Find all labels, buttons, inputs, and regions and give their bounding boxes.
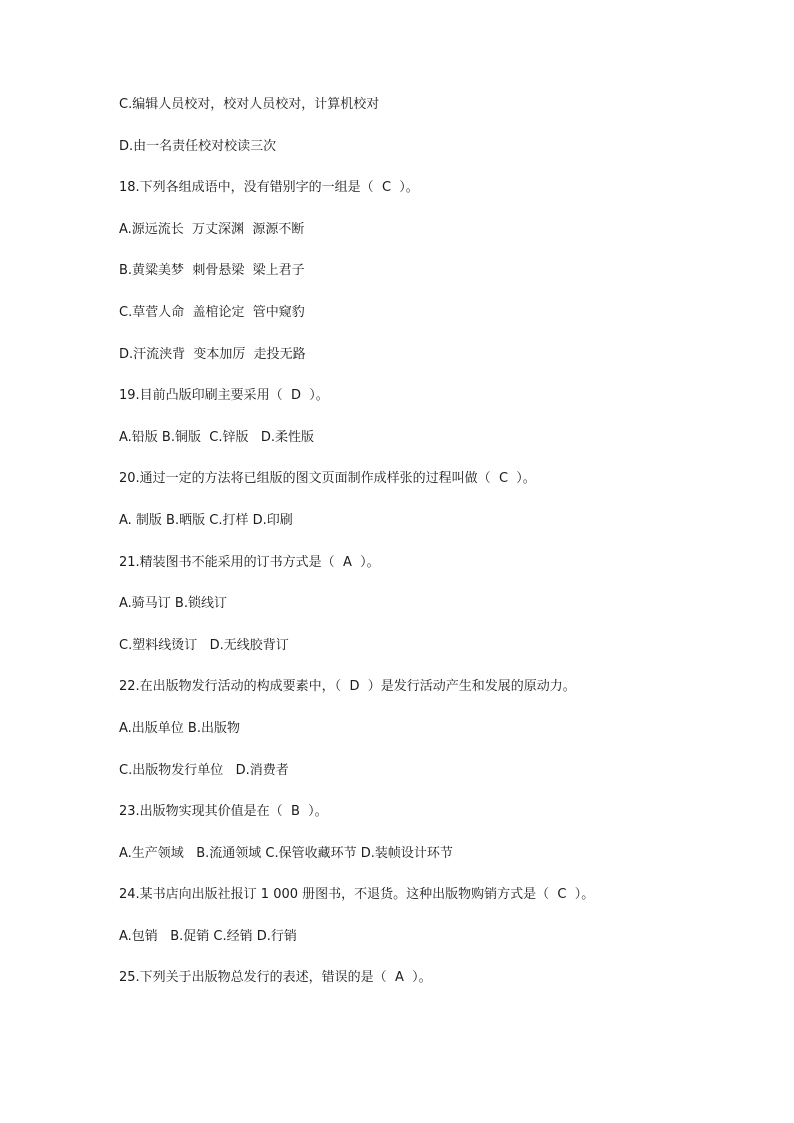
option-d-q17: D.由一名责任校对校读三次 (119, 138, 277, 154)
option-c-q17: C.编辑人员校对，校对人员校对，计算机校对 (119, 97, 380, 112)
question-22: 22.在出版物发行活动的构成要素中，（ D ）是发行活动产生和发展的原动力。 (119, 679, 576, 695)
options-q19: A.铅版 B.铜版 C.锌版 D.柔性版 (119, 429, 314, 445)
options-q23: A.生产领域 B.流通领域 C.保管收藏环节 D.装帧设计环节 (119, 845, 453, 861)
question-25: 25.下列关于出版物总发行的表述，错误的是（ A ）。 (119, 970, 432, 986)
question-19: 19.目前凸版印刷主要采用（ D ）。 (119, 388, 329, 404)
option-b-q18: B.黄粱美梦 刺骨悬梁 梁上君子 (119, 263, 305, 279)
question-24: 24.某书店向出版社报订 1 000 册图书，不退货。这种出版物购销方式是（ C ）。 (119, 887, 595, 903)
option-d-q18: D.汗流浃背 变本加厉 走投无路 (119, 346, 306, 362)
question-23: 23.出版物实现其价值是在（ B ）。 (119, 804, 328, 820)
document-page (119, 95, 759, 1010)
options-q24: A.包销 B.促销 C.经销 D.行销 (119, 928, 297, 944)
option-c-q18: C.草菅人命 盖棺论定 管中窥豹 (119, 304, 305, 320)
options-cd-q22: C.出版物发行单位 D.消费者 (119, 762, 289, 778)
question-21: 21.精装图书不能采用的订书方式是（ A ）。 (119, 554, 380, 570)
option-a-q18: A.源远流长 万丈深渊 源源不断 (119, 221, 305, 237)
question-18: 18.下列各组成语中，没有错别字的一组是（ C ）。 (119, 180, 419, 196)
options-ab-q22: A.出版单位 B.出版物 (119, 720, 240, 736)
question-20: 20.通过一定的方法将已组版的图文页面制作成样张的过程叫做（ C ）。 (119, 471, 536, 487)
options-ab-q21: A.骑马订 B.锁线订 (119, 596, 227, 612)
options-q20: A. 制版 B.晒版 C.打样 D.印刷 (119, 512, 293, 528)
options-cd-q21: C.塑料线烫订 D.无线胶背订 (119, 637, 289, 653)
